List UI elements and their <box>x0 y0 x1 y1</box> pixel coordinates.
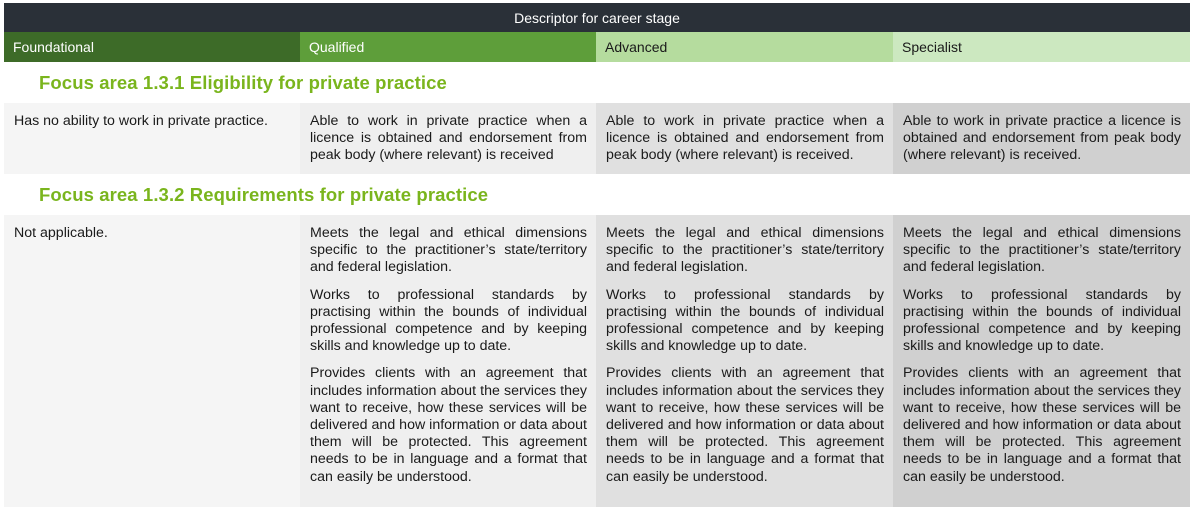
cell-text: Able to work in private practice a licence is obtained and endorsement from peak body (where relevant) is received. <box>903 113 1181 164</box>
table-row <box>4 215 1190 507</box>
table-row <box>4 103 1190 174</box>
stage-qualified: Qualified <box>300 32 596 62</box>
cell-text: Able to work in private practice when a licence is obtained and endorsement from peak body (where relevant) is received <box>310 113 587 164</box>
cell-text: Provides clients with an agreement that includes information about the services they want to receive, how these services will be delivered and how information or data about them will be protected. This agreement needs to be in language and a format that can easily be understood. <box>310 365 587 485</box>
cell-text: Not applicable. <box>14 225 108 241</box>
cell-text: Meets the legal and ethical dimensions specific to the practitioner’s state/territory and federal legislation. <box>310 225 587 276</box>
stage-foundational: Foundational <box>4 32 300 62</box>
cell-qualified <box>300 103 596 174</box>
cell-text: Provides clients with an agreement that includes information about the services they want to receive, how these services will be delivered and how information or data about them will be protected. This agreement needs to be in language and a format that can easily be understood. <box>606 365 884 485</box>
table-title: Descriptor for career stage <box>4 3 1190 32</box>
focus-area-heading: Focus area 1.3.1 Eligibility for private practice <box>39 71 447 93</box>
cell-specialist <box>893 103 1190 174</box>
cell-advanced <box>596 103 893 174</box>
cell-advanced <box>596 215 893 507</box>
cell-text: Meets the legal and ethical dimensions specific to the practitioner’s state/territory and federal legislation. <box>903 225 1181 276</box>
cell-text: Meets the legal and ethical dimensions specific to the practitioner’s state/territory and federal legislation. <box>606 225 884 276</box>
cell-text: Able to work in private practice when a licence is obtained and endorsement from peak body (where relevant) is received. <box>606 113 884 164</box>
cell-foundational <box>4 103 300 174</box>
career-stage-table <box>4 3 1190 507</box>
cell-text: Has no ability to work in private practice. <box>14 113 268 129</box>
stage-header-row <box>4 32 1190 62</box>
stage-advanced: Advanced <box>596 32 893 62</box>
cell-text: Works to professional standards by practising within the bounds of individual professional competence and by keeping skills and knowledge up to date. <box>606 286 884 355</box>
cell-text: Provides clients with an agreement that includes information about the services they want to receive, how these services will be delivered and how information or data about them will be protected. This agreement needs to be in language and a format that can easily be understood. <box>903 365 1181 485</box>
stage-specialist: Specialist <box>893 32 1190 62</box>
cell-specialist <box>893 215 1190 507</box>
focus-area-heading: Focus area 1.3.2 Requirements for private practice <box>39 183 489 205</box>
cell-foundational <box>4 215 300 507</box>
cell-text: Works to professional standards by practising within the bounds of individual professional competence and by keeping skills and knowledge up to date. <box>310 286 587 355</box>
cell-text: Works to professional standards by practising within the bounds of individual professional competence and by keeping skills and knowledge up to date. <box>903 286 1181 355</box>
cell-qualified <box>300 215 596 507</box>
